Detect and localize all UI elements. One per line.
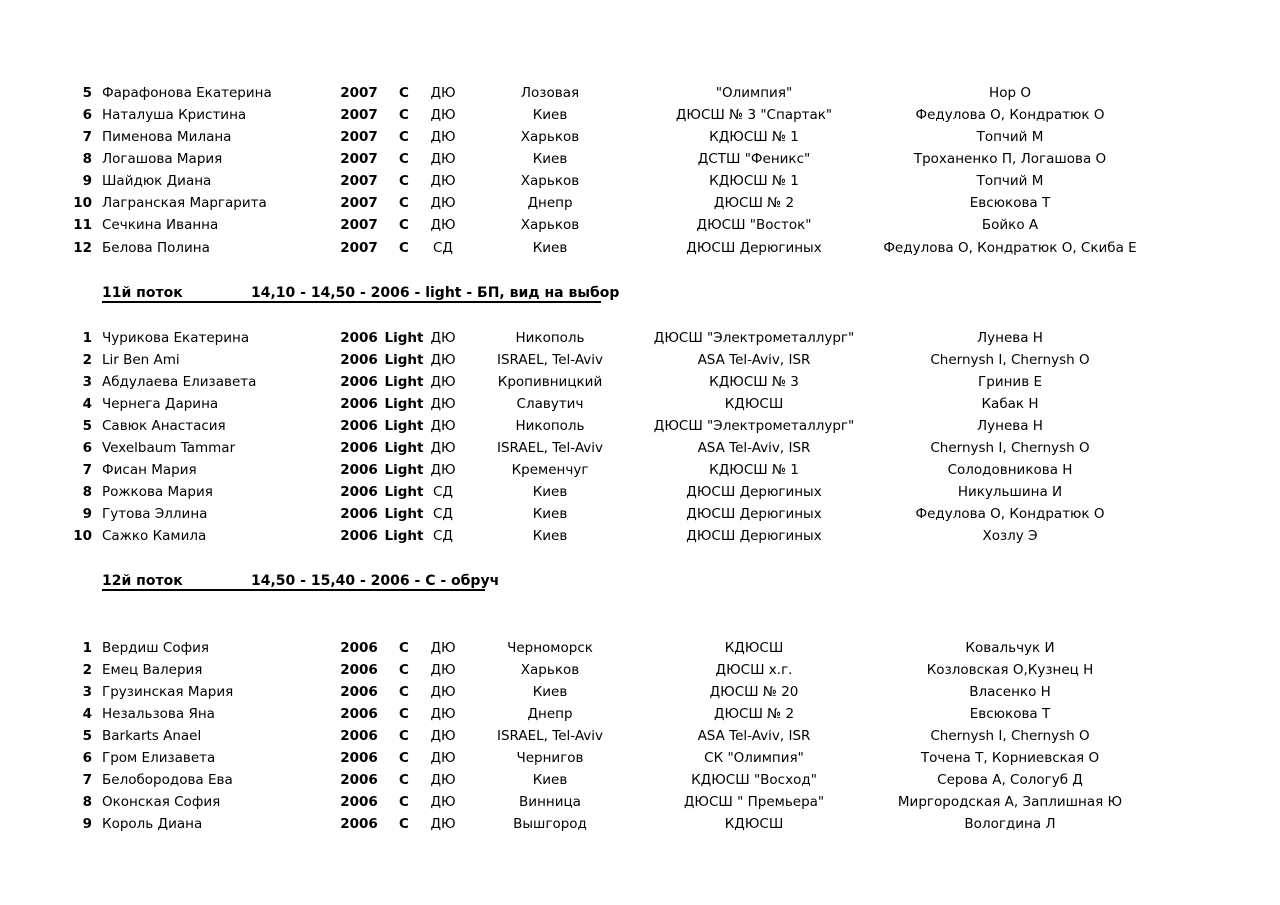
birth-year: 2006 [340,374,378,390]
city: Киев [532,528,568,544]
coach: Лунева Н [977,330,1043,346]
birth-year: 2006 [340,684,378,700]
coach: Топчий М [976,129,1044,145]
table-row [0,215,1280,235]
birth-year: 2006 [340,396,378,412]
birth-year: 2006 [340,352,378,368]
row-number: 4 [82,396,92,412]
category: СД [433,484,453,500]
birth-year: 2006 [340,794,378,810]
athlete-name: Вердиш София [102,640,210,656]
row-number: 10 [73,528,92,544]
category: ДЮ [430,750,456,766]
city: Харьков [520,173,580,189]
row-number: 4 [82,706,92,722]
table-row [0,504,1280,524]
row-number: 6 [82,440,92,456]
table-row [0,726,1280,746]
city: Киев [532,772,568,788]
table-row [0,193,1280,213]
athlete-name: Оконская София [102,794,221,810]
category: ДЮ [430,330,456,346]
category: ДЮ [430,107,456,123]
birth-year: 2007 [340,85,378,101]
table-row [0,350,1280,370]
row-number: 7 [82,772,92,788]
birth-year: 2006 [340,750,378,766]
table-row [0,238,1280,258]
category: ДЮ [430,151,456,167]
row-number: 12 [73,240,92,256]
club: КДЮСШ № 1 [709,129,799,145]
row-number: 10 [73,195,92,211]
row-number: 6 [82,750,92,766]
level: С [399,706,409,722]
group-title: 12й поток [102,573,183,589]
table-row [0,394,1280,414]
athlete-name: Белобородова Ева [102,772,233,788]
table-row [0,460,1280,480]
club: КДЮСШ № 1 [709,173,799,189]
level: С [399,728,409,744]
group-heading [102,570,500,592]
club: "Олимпия" [715,85,793,101]
birth-year: 2007 [340,173,378,189]
level: С [399,240,409,256]
city: Киев [532,240,568,256]
birth-year: 2007 [340,107,378,123]
club: ДЮСШ Дерюгиных [686,240,822,256]
table-row [0,149,1280,169]
level: С [399,640,409,656]
coach: Солодовникова Н [947,462,1073,478]
level: Light [384,396,424,412]
group-schedule: 14,10 - 14,50 - 2006 - light - БП, вид на выбор [251,285,620,301]
level: С [399,772,409,788]
birth-year: 2006 [340,772,378,788]
coach: Власенко Н [969,684,1051,700]
birth-year: 2006 [340,640,378,656]
row-number: 5 [82,728,92,744]
coach: Миргородская А, Заплишная Ю [897,794,1123,810]
athlete-name: Lir Ben Ami [102,352,180,368]
athlete-name: Гром Елизавета [102,750,216,766]
table-row [0,83,1280,103]
birth-year: 2006 [340,330,378,346]
city: Киев [532,151,568,167]
birth-year: 2006 [340,662,378,678]
coach: Федулова О, Кондратюк О [915,107,1105,123]
category: ДЮ [430,816,456,832]
athlete-name: Логашова Мария [102,151,223,167]
athlete-name: Пименова Милана [102,129,232,145]
city: ISRAEL, Tel-Aviv [496,440,603,456]
athlete-name: Грузинская Мария [102,684,234,700]
club: ДЮСШ № 2 [713,706,795,722]
birth-year: 2007 [340,151,378,167]
table-row [0,660,1280,680]
category: ДЮ [430,794,456,810]
athlete-name: Рожкова Мария [102,484,213,500]
category: СД [433,528,453,544]
level: Light [384,440,424,456]
birth-year: 2007 [340,240,378,256]
category: ДЮ [430,418,456,434]
coach: Chernysh I, Chernysh O [930,440,1090,456]
category: ДЮ [430,352,456,368]
coach: Лунева Н [977,418,1043,434]
table-row [0,814,1280,834]
coach: Козловская О,Кузнец Н [926,662,1094,678]
birth-year: 2007 [340,195,378,211]
table-row [0,792,1280,812]
level: С [399,173,409,189]
level: С [399,816,409,832]
level: С [399,217,409,233]
level: Light [384,506,424,522]
coach: Точена Т, Корниевская О [920,750,1100,766]
birth-year: 2007 [340,217,378,233]
coach: Никульшина И [957,484,1063,500]
coach: Федулова О, Кондратюк О [915,506,1105,522]
city: Славутич [516,396,584,412]
row-number: 9 [82,173,92,189]
birth-year: 2006 [340,418,378,434]
birth-year: 2006 [340,728,378,744]
level: С [399,107,409,123]
city: Днепр [527,706,573,722]
athlete-name: Сажко Камила [102,528,207,544]
table-row [0,372,1280,392]
birth-year: 2006 [340,816,378,832]
club: КДЮСШ № 1 [709,462,799,478]
row-number: 8 [82,794,92,810]
city: Никополь [515,418,585,434]
row-number: 5 [82,418,92,434]
category: ДЮ [430,85,456,101]
table-row [0,416,1280,436]
level: Light [384,374,424,390]
level: С [399,684,409,700]
city: Вышгород [513,816,587,832]
athlete-name: Наталуша Кристина [102,107,247,123]
level: Light [384,462,424,478]
club: ДЮСШ Дерюгиных [686,484,822,500]
city: Днепр [527,195,573,211]
city: Харьков [520,129,580,145]
row-number: 1 [82,330,92,346]
group-schedule: 14,50 - 15,40 - 2006 - С - обруч [251,573,500,589]
category: ДЮ [430,728,456,744]
city: Киев [532,684,568,700]
table-row [0,526,1280,546]
group-heading [102,282,620,304]
category: ДЮ [430,706,456,722]
city: Харьков [520,217,580,233]
row-number: 3 [82,684,92,700]
athlete-name: Незальзова Яна [102,706,215,722]
table-row [0,105,1280,125]
coach: Нор О [989,85,1031,101]
coach: Бойко А [981,217,1039,233]
row-number: 5 [82,85,92,101]
level: Light [384,528,424,544]
table-row [0,328,1280,348]
coach: Евсюкова Т [969,706,1051,722]
group-title: 11й поток [102,285,183,301]
row-number: 7 [82,462,92,478]
athlete-name: Чурикова Екатерина [102,330,250,346]
club: ДЮСШ № 3 "Спартак" [675,107,833,123]
row-number: 2 [82,352,92,368]
category: СД [433,240,453,256]
category: ДЮ [430,217,456,233]
level: С [399,129,409,145]
city: ISRAEL, Tel-Aviv [496,728,603,744]
row-number: 3 [82,374,92,390]
category: ДЮ [430,129,456,145]
club: КДЮСШ № 3 [709,374,799,390]
city: Киев [532,484,568,500]
coach: Федулова О, Кондратюк О, Скиба Е [883,240,1137,256]
athlete-name: Barkarts Anael [102,728,202,744]
heading-underline [102,301,601,303]
athlete-name: Фисан Мария [102,462,197,478]
row-number: 11 [73,217,92,233]
birth-year: 2006 [340,440,378,456]
club: ASA Tel-Aviv, ISR [697,728,811,744]
table-row [0,770,1280,790]
club: ДЮСШ № 20 [709,684,799,700]
coach: Chernysh I, Chernysh O [930,352,1090,368]
coach: Chernysh I, Chernysh O [930,728,1090,744]
table-row [0,682,1280,702]
city: Киев [532,506,568,522]
category: ДЮ [430,195,456,211]
club: ASA Tel-Aviv, ISR [697,440,811,456]
club: КДЮСШ [724,816,784,832]
table-row [0,748,1280,768]
level: С [399,151,409,167]
coach: Троханенко П, Логашова О [913,151,1107,167]
coach: Кабак Н [981,396,1039,412]
level: Light [384,330,424,346]
athlete-name: Сечкина Иванна [102,217,219,233]
athlete-name: Белова Полина [102,240,210,256]
athlete-name: Емец Валерия [102,662,203,678]
category: ДЮ [430,173,456,189]
birth-year: 2007 [340,129,378,145]
level: С [399,85,409,101]
city: Кременчуг [511,462,589,478]
birth-year: 2006 [340,528,378,544]
club: ДЮСШ "Электрометаллург" [653,418,855,434]
club: ДЮСШ х.г. [715,662,793,678]
athlete-name: Король Диана [102,816,203,832]
club: ДЮСШ Дерюгиных [686,528,822,544]
club: КДЮСШ "Восход" [691,772,817,788]
club: СК "Олимпия" [704,750,804,766]
category: ДЮ [430,662,456,678]
coach: Вологдина Л [964,816,1056,832]
level: Light [384,484,424,500]
coach: Топчий М [976,173,1044,189]
row-number: 8 [82,151,92,167]
level: С [399,794,409,810]
athlete-name: Гутова Эллина [102,506,208,522]
category: ДЮ [430,440,456,456]
category: ДЮ [430,462,456,478]
row-number: 8 [82,484,92,500]
coach: Гринив Е [978,374,1042,390]
birth-year: 2006 [340,706,378,722]
level: С [399,750,409,766]
row-number: 9 [82,816,92,832]
athlete-name: Абдулаева Елизавета [102,374,257,390]
city: ISRAEL, Tel-Aviv [496,352,603,368]
athlete-name: Савюк Анастасия [102,418,226,434]
city: Винница [519,794,581,810]
table-row [0,171,1280,191]
category: СД [433,506,453,522]
athlete-name: Vexelbaum Tammar [102,440,236,456]
table-row [0,482,1280,502]
city: Чернигов [516,750,584,766]
level: С [399,195,409,211]
row-number: 1 [82,640,92,656]
row-number: 7 [82,129,92,145]
club: ASA Tel-Aviv, ISR [697,352,811,368]
club: ДСТШ "Феникс" [697,151,811,167]
athlete-name: Лагранская Маргарита [102,195,267,211]
city: Черноморск [507,640,593,656]
club: ДЮСШ " Премьера" [683,794,825,810]
club: ДЮСШ № 2 [713,195,795,211]
category: ДЮ [430,772,456,788]
city: Киев [532,107,568,123]
level: Light [384,418,424,434]
category: ДЮ [430,396,456,412]
heading-underline [102,589,485,591]
level: Light [384,352,424,368]
coach: Евсюкова Т [969,195,1051,211]
level: С [399,662,409,678]
athlete-name: Фарафонова Екатерина [102,85,272,101]
athlete-name: Шайдюк Диана [102,173,212,189]
coach: Ковальчук И [965,640,1055,656]
birth-year: 2006 [340,462,378,478]
club: ДЮСШ "Восток" [696,217,812,233]
club: ДЮСШ Дерюгиных [686,506,822,522]
table-row [0,438,1280,458]
birth-year: 2006 [340,506,378,522]
row-number: 9 [82,506,92,522]
coach: Хозлу Э [982,528,1038,544]
table-row [0,704,1280,724]
table-row [0,638,1280,658]
birth-year: 2006 [340,484,378,500]
club: КДЮСШ [724,396,784,412]
coach: Серова А, Сологуб Д [937,772,1083,788]
city: Харьков [520,662,580,678]
category: ДЮ [430,640,456,656]
row-number: 6 [82,107,92,123]
club: КДЮСШ [724,640,784,656]
club: ДЮСШ "Электрометаллург" [653,330,855,346]
row-number: 2 [82,662,92,678]
table-row [0,127,1280,147]
city: Никополь [515,330,585,346]
city: Лозовая [520,85,580,101]
category: ДЮ [430,374,456,390]
category: ДЮ [430,684,456,700]
city: Кропивницкий [497,374,603,390]
athlete-name: Чернега Дарина [102,396,219,412]
